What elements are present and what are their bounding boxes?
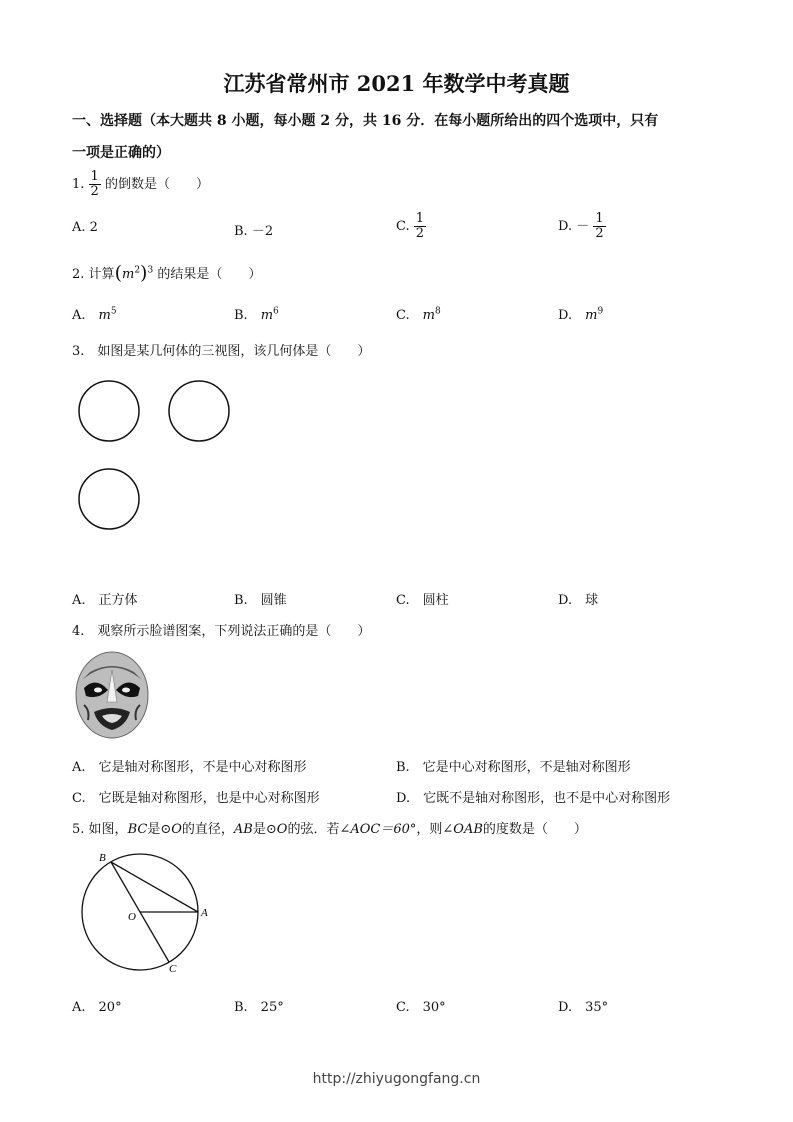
question-3-stem: 3. 如图是某几何体的三视图，该几何体是（ ） — [72, 344, 371, 359]
option-label: B. — [234, 308, 248, 323]
page-title: 江苏省常州市 2021 年数学中考真题 — [223, 71, 570, 96]
q5-option-a: A. 20° — [72, 1000, 122, 1015]
front-view-circle — [79, 381, 139, 441]
point-label-b: B — [99, 852, 106, 864]
fraction-one-half — [414, 212, 426, 241]
mask-left-eye — [94, 688, 102, 693]
outer-exponent: 3 — [147, 265, 154, 276]
question-text-pre: 计算 — [88, 267, 115, 282]
math-variable: m — [121, 267, 135, 282]
option-label: D. — [558, 308, 573, 323]
math-variable: m — [422, 308, 435, 323]
text: 如图， — [88, 822, 128, 837]
option-label: D. — [558, 219, 573, 234]
question-number: 5. — [72, 822, 85, 837]
fraction-numerator: 1 — [595, 211, 604, 226]
q2-option-a — [72, 304, 117, 323]
fraction-numerator: 1 — [90, 169, 99, 184]
q2-option-b — [234, 304, 279, 323]
math-o: O — [276, 822, 288, 837]
q2-option-d — [558, 304, 603, 323]
q4-option-b: B. 它是中心对称图形，不是轴对称图形 — [396, 760, 631, 775]
chord-ab — [111, 862, 198, 912]
text: 是⊙ — [252, 822, 277, 837]
option-text: －2 — [251, 224, 274, 239]
question-text: 的倒数是（ ） — [104, 177, 209, 192]
option-label: C. — [396, 308, 410, 323]
q1-option-c — [396, 212, 426, 241]
q5-option-b: B. 25° — [234, 1000, 284, 1015]
q3-option-b: B. 圆锥 — [234, 593, 287, 608]
math-variable: m — [585, 308, 598, 323]
q3-option-d: D. 球 — [558, 593, 599, 608]
three-view-figure — [72, 375, 242, 540]
fraction-numerator: 1 — [415, 211, 425, 226]
section-heading-line1: 一、选择题（本大题共 8 小题，每小题 2 分，共 16 分．在每小题所给出的四个选项中，只有 — [72, 113, 659, 129]
q2-option-c — [396, 304, 441, 323]
q1-option-d — [558, 212, 606, 241]
q1-option-a: A. 2 — [72, 220, 98, 235]
fraction-one-half — [593, 212, 605, 241]
q5-option-d: D. 35° — [558, 1000, 609, 1015]
question-1-stem — [72, 170, 209, 199]
text: 的弦．若 — [287, 822, 340, 837]
question-text-post: 的结果是（ ） — [157, 267, 262, 282]
section-heading-line2: 一项是正确的） — [72, 145, 170, 161]
text: 的直径， — [181, 822, 234, 837]
exponent: 8 — [434, 306, 441, 317]
q5-option-c: C. 30° — [396, 1000, 446, 1015]
math-condition: ∠AOC＝60° — [339, 822, 417, 837]
paren-close: ) — [140, 262, 148, 284]
math-bc: BC — [127, 822, 148, 837]
text: 的度数是（ ） — [482, 822, 587, 837]
inner-exponent: 2 — [134, 265, 141, 276]
text: 是⊙ — [147, 822, 172, 837]
exponent: 6 — [273, 306, 279, 317]
question-5-stem — [72, 818, 587, 837]
point-label-c: C — [169, 963, 177, 975]
question-number: 1. — [72, 177, 85, 192]
point-label-o: O — [128, 911, 136, 923]
math-o: O — [171, 822, 182, 837]
exponent: 9 — [597, 306, 604, 317]
fraction-denominator: 2 — [595, 226, 604, 241]
math-ab: AB — [233, 822, 253, 837]
point-label-a: A — [201, 907, 208, 919]
text: ，则 — [416, 822, 443, 837]
q3-option-c: C. 圆柱 — [396, 593, 449, 608]
math-variable: m — [260, 308, 274, 323]
circle-geometry-figure — [80, 848, 220, 978]
question-number: 2. — [72, 267, 85, 282]
q4-option-a: A. 它是轴对称图形，不是中心对称图形 — [72, 760, 307, 775]
fraction-denominator: 2 — [415, 226, 425, 241]
side-view-circle — [169, 381, 229, 441]
paren-open: ( — [114, 262, 122, 284]
fraction-one-half — [89, 170, 101, 199]
option-label: A. — [72, 308, 86, 323]
fraction-denominator: 2 — [90, 184, 99, 199]
opera-mask-image — [74, 650, 150, 740]
option-sign: － — [576, 219, 590, 234]
q4-option-c: C. 它既是轴对称图形，也是中心对称图形 — [72, 791, 320, 806]
footer-url-link[interactable]: http://zhiyugongfang.cn — [312, 1071, 481, 1087]
question-4-stem: 4. 观察所示脸谱图案，下列说法正确的是（ ） — [72, 624, 371, 639]
math-variable: m — [98, 308, 111, 323]
question-2-stem — [72, 262, 261, 284]
mask-right-eye — [122, 688, 130, 693]
option-label: B. — [234, 224, 248, 239]
q1-option-b — [234, 220, 273, 239]
q3-option-a: A. 正方体 — [72, 593, 138, 608]
option-label: C. — [396, 219, 410, 234]
math-target-angle: ∠OAB — [442, 822, 483, 837]
q4-option-d: D. 它既不是轴对称图形，也不是中心对称图形 — [396, 791, 671, 806]
exponent: 5 — [110, 306, 117, 317]
top-view-circle — [79, 469, 139, 529]
